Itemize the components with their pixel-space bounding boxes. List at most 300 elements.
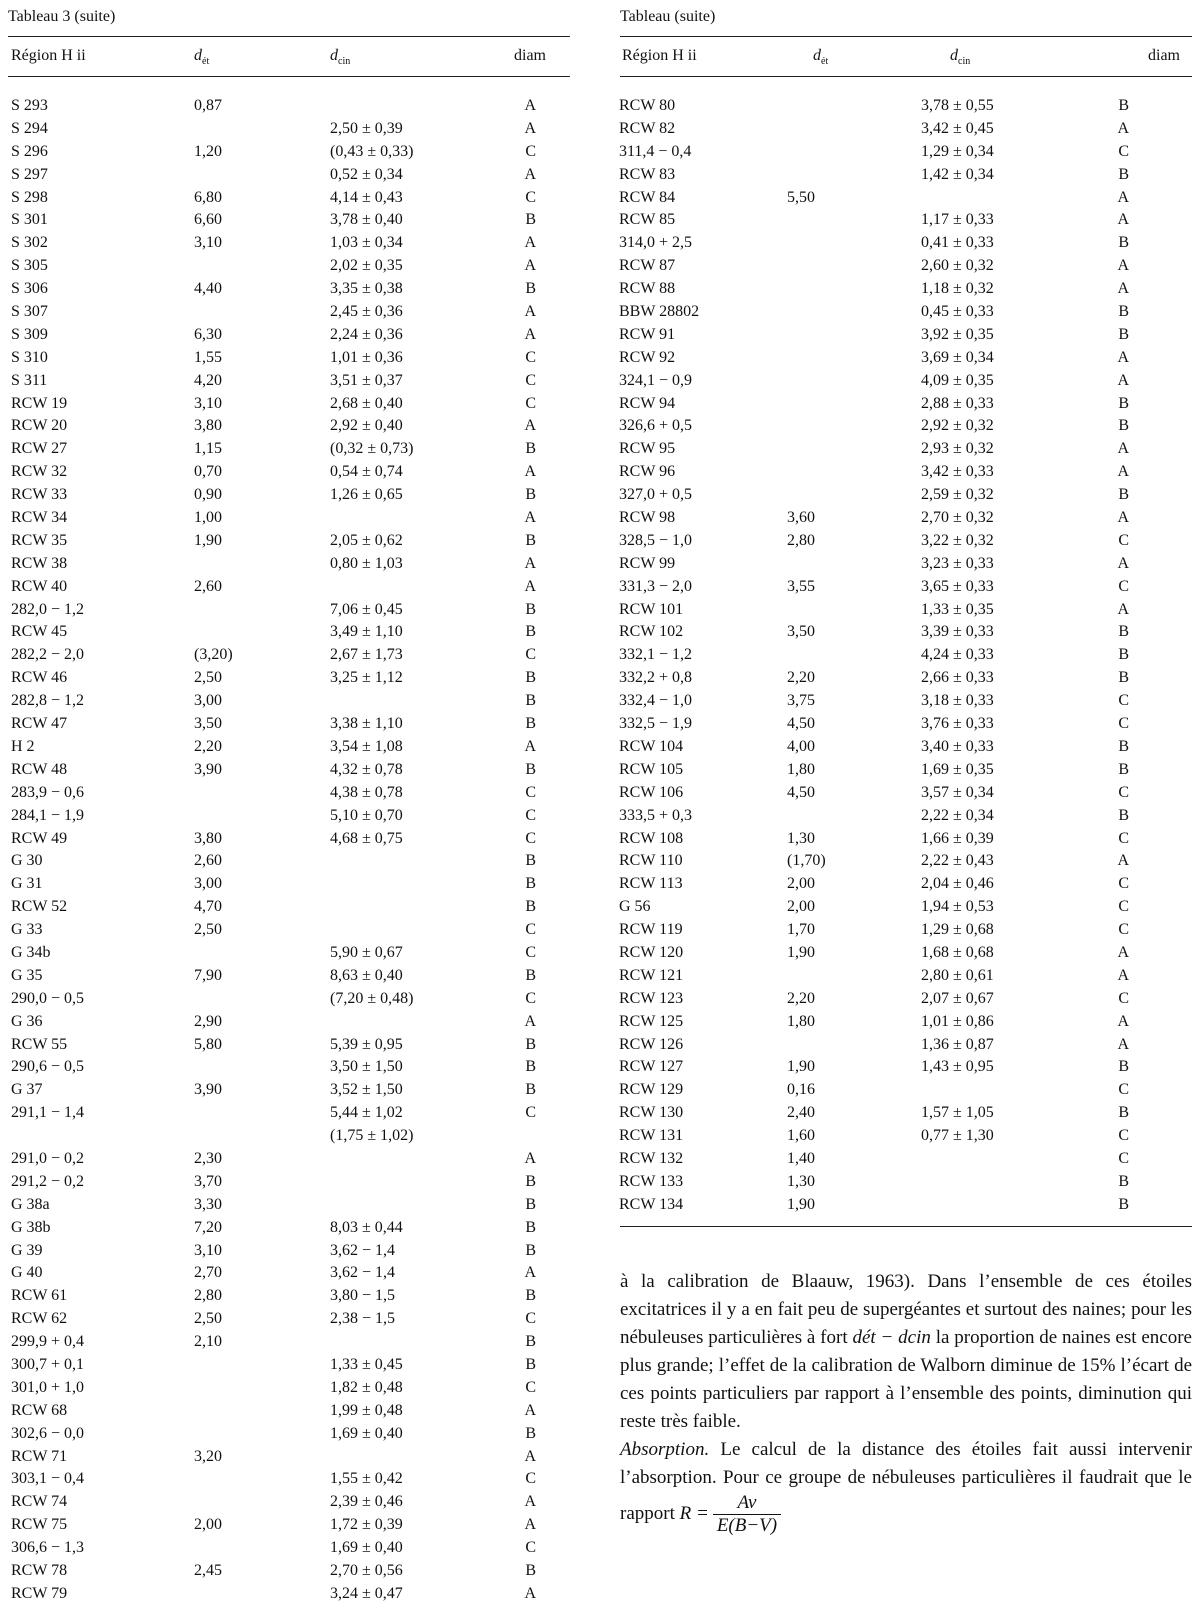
cell-region: 291,0 − 0,2 (11, 1149, 85, 1167)
cell-det: 0,87 (194, 97, 222, 114)
cell-region: RCW 61 (11, 1287, 68, 1305)
left-header-diam: diam (514, 47, 546, 64)
cell-diam: A (1117, 600, 1129, 618)
cell-dcin: 0,54 ± 0,74 (330, 463, 403, 481)
cell-region: RCW 91 (619, 325, 676, 343)
cell-dcin: 2,22 ± 0,43 (921, 852, 994, 870)
cell-region: G 36 (11, 1012, 43, 1030)
cell-diam: B (1118, 234, 1129, 252)
cell-det: 4,50 (787, 783, 815, 801)
cell-dcin: 3,25 ± 1,12 (330, 669, 403, 687)
table-row (620, 1148, 1192, 1171)
cell-diam: A (524, 1401, 536, 1419)
cell-det: 6,60 (194, 211, 222, 229)
cell-region: G 38a (11, 1195, 50, 1213)
cell-det: 2,20 (194, 737, 222, 755)
cell-dcin: 5,10 ± 0,70 (330, 806, 403, 824)
cell-det: 2,50 (194, 1310, 222, 1328)
cell-diam: B (525, 1195, 536, 1213)
cell-dcin: 2,93 ± 0,32 (921, 440, 994, 458)
cell-region: RCW 32 (11, 463, 68, 481)
cell-dcin: 3,42 ± 0,45 (921, 119, 994, 137)
cell-region: G 34b (11, 943, 51, 961)
cell-diam: A (524, 463, 536, 481)
cell-dcin: 2,80 ± 0,61 (921, 966, 994, 984)
cell-diam: A (1117, 1012, 1129, 1030)
cell-diam: B (1118, 325, 1129, 343)
cell-diam: B (1118, 1172, 1129, 1190)
cell-diam: A (524, 1493, 536, 1511)
table-row (8, 370, 570, 393)
table-row (620, 599, 1192, 622)
table-row (620, 141, 1192, 164)
cell-region: G 37 (11, 1081, 43, 1099)
cell-dcin: 2,45 ± 0,36 (330, 303, 403, 321)
cell-diam: A (524, 1447, 536, 1465)
cell-dcin: 1,69 ± 0,40 (330, 1424, 403, 1442)
table-row (8, 713, 570, 736)
table-row (8, 1011, 570, 1034)
table-row (620, 759, 1192, 782)
cell-dcin: 3,49 ± 1,10 (330, 623, 403, 641)
cell-diam: C (1118, 783, 1129, 801)
cell-diam: C (1118, 1149, 1129, 1167)
cell-det: 2,00 (194, 1516, 222, 1534)
table-row (620, 850, 1192, 873)
table-row (620, 95, 1192, 118)
cell-diam: A (1117, 119, 1129, 137)
table-row (8, 324, 570, 347)
cell-region: BBW 28802 (619, 303, 700, 321)
cell-region: RCW 130 (619, 1104, 684, 1122)
table-row (8, 209, 570, 232)
cell-diam: A (524, 1264, 536, 1282)
cell-region: RCW 92 (619, 348, 676, 366)
cell-region: 299,9 + 0,4 (11, 1333, 85, 1351)
table-row (8, 278, 570, 301)
cell-det: 3,00 (194, 875, 222, 893)
cell-region: RCW 62 (11, 1310, 68, 1328)
cell-det: 2,70 (194, 1264, 222, 1282)
cell-diam: B (525, 852, 536, 870)
cell-diam: C (1118, 692, 1129, 710)
cell-det: 3,10 (194, 234, 222, 252)
cell-diam: B (1118, 97, 1129, 114)
cell-dcin: 2,68 ± 0,40 (330, 394, 403, 412)
table-row (620, 576, 1192, 599)
cell-diam: C (525, 646, 536, 664)
cell-diam: B (1118, 806, 1129, 824)
cell-dcin: 1,66 ± 0,39 (921, 829, 994, 847)
cell-diam: C (1118, 829, 1129, 847)
cell-dcin: 3,51 ± 0,37 (330, 371, 403, 389)
right-header-diam: diam (1148, 47, 1180, 64)
table-row (620, 896, 1192, 919)
table-row (8, 805, 570, 828)
cell-region: RCW 133 (619, 1172, 684, 1190)
cell-dcin: 2,92 ± 0,32 (921, 417, 994, 435)
cell-det: 3,30 (194, 1195, 222, 1213)
cell-dcin: 1,72 ± 0,39 (330, 1516, 403, 1534)
cell-dcin: 0,45 ± 0,33 (921, 303, 994, 321)
cell-region: 324,1 − 0,9 (619, 371, 693, 389)
cell-dcin: 1,29 ± 0,68 (921, 921, 994, 939)
cell-dcin: 5,90 ± 0,67 (330, 943, 403, 961)
cell-diam: C (1118, 989, 1129, 1007)
cell-dcin: 3,78 ± 0,40 (330, 211, 403, 229)
cell-det: 2,80 (787, 531, 815, 549)
cell-region: H 2 (11, 737, 35, 755)
cell-det: 1,20 (194, 142, 222, 160)
cell-dcin: 2,39 ± 0,46 (330, 1493, 403, 1511)
cell-dcin: 1,82 ± 0,48 (330, 1378, 403, 1396)
cell-diam: C (525, 348, 536, 366)
left-table-header-rule (8, 76, 570, 77)
cell-region: RCW 78 (11, 1562, 68, 1579)
table-row (8, 1400, 570, 1423)
cell-det: 3,50 (194, 715, 222, 733)
table-row (620, 370, 1192, 393)
table-row (8, 942, 570, 965)
cell-det: 0,16 (787, 1081, 815, 1099)
cell-dcin: 2,05 ± 0,62 (330, 531, 403, 549)
cell-dcin: 4,24 ± 0,33 (921, 646, 994, 664)
cell-dcin: 2,66 ± 0,33 (921, 669, 994, 687)
cell-diam: C (1118, 898, 1129, 916)
cell-region: RCW 127 (619, 1058, 684, 1076)
table-row (620, 621, 1192, 644)
cell-det: 2,50 (194, 669, 222, 687)
cell-det: 1,40 (787, 1149, 815, 1167)
cell-region: RCW 101 (619, 600, 684, 618)
cell-region: 302,6 − 0,0 (11, 1424, 85, 1442)
cell-dcin: 3,62 − 1,4 (330, 1264, 396, 1282)
cell-region: RCW 94 (619, 394, 676, 412)
cell-det: 1,80 (787, 760, 815, 778)
cell-region: RCW 99 (619, 554, 676, 572)
cell-det: 3,75 (787, 692, 815, 710)
cell-region: RCW 105 (619, 760, 684, 778)
cell-dcin: 1,43 ± 0,95 (921, 1058, 994, 1076)
cell-det: 2,60 (194, 852, 222, 870)
cell-dcin: 3,22 ± 0,32 (921, 531, 994, 549)
right-table-bottom-rule (620, 1226, 1192, 1227)
cell-dcin: 3,76 ± 0,33 (921, 715, 994, 733)
cell-dcin: 2,70 ± 0,56 (330, 1562, 403, 1579)
cell-dcin: (1,75 ± 1,02) (330, 1127, 414, 1145)
table-row (620, 1056, 1192, 1079)
cell-dcin: 4,32 ± 0,78 (330, 760, 403, 778)
table-row (620, 713, 1192, 736)
cell-diam: B (525, 966, 536, 984)
table-row (8, 187, 570, 210)
cell-diam: A (524, 554, 536, 572)
cell-det: 1,60 (787, 1127, 815, 1145)
cell-region: RCW 55 (11, 1035, 68, 1053)
table-row (620, 164, 1192, 187)
table-row (620, 1171, 1192, 1194)
cell-det: 2,20 (787, 989, 815, 1007)
table-row (8, 301, 570, 324)
cell-det: 4,20 (194, 371, 222, 389)
cell-diam: B (525, 531, 536, 549)
cell-region: S 306 (11, 280, 48, 298)
cell-region: 306,6 − 1,3 (11, 1539, 85, 1557)
cell-region: S 293 (11, 97, 48, 114)
cell-det: 4,00 (787, 737, 815, 755)
cell-region: 311,4 − 0,4 (619, 142, 692, 160)
cell-det: 2,00 (787, 875, 815, 893)
cell-diam: A (1117, 509, 1129, 527)
cell-diam: B (525, 1081, 536, 1099)
cell-region: RCW 108 (619, 829, 684, 847)
cell-region: S 307 (11, 303, 48, 321)
cell-diam: A (524, 119, 536, 137)
cell-diam: B (525, 600, 536, 618)
cell-dcin: 3,65 ± 0,33 (921, 577, 994, 595)
cell-region: S 301 (11, 211, 48, 229)
cell-det: 1,00 (194, 509, 222, 527)
cell-diam: B (1118, 165, 1129, 183)
cell-diam: A (524, 1012, 536, 1030)
cell-diam: A (1117, 188, 1129, 206)
table-row (8, 1240, 570, 1263)
table-row (8, 255, 570, 278)
cell-det: 1,30 (787, 1172, 815, 1190)
cell-diam: B (525, 1424, 536, 1442)
cell-dcin: 1,01 ± 0,36 (330, 348, 403, 366)
table-row (620, 805, 1192, 828)
cell-region: G 30 (11, 852, 43, 870)
body-text (620, 1268, 1192, 1537)
cell-dcin: 5,39 ± 0,95 (330, 1035, 403, 1053)
math-det-dcin: dét − dcin (852, 1327, 931, 1348)
cell-dcin: 0,52 ± 0,34 (330, 165, 403, 183)
table-row (620, 324, 1192, 347)
cell-region: RCW 95 (619, 440, 676, 458)
left-header-region: Région H ii (11, 47, 86, 64)
right-table-caption: Tableau (suite) (620, 8, 716, 25)
cell-region: RCW 123 (619, 989, 684, 1007)
cell-det: 3,50 (787, 623, 815, 641)
cell-diam: B (1118, 737, 1129, 755)
table-row (620, 347, 1192, 370)
cell-dcin: 1,26 ± 0,65 (330, 486, 403, 504)
table-row (8, 553, 570, 576)
cell-region: RCW 119 (619, 921, 683, 939)
cell-dcin: 1,18 ± 0,32 (921, 280, 994, 298)
cell-det: 2,90 (194, 1012, 222, 1030)
cell-dcin: 3,92 ± 0,35 (921, 325, 994, 343)
cell-diam: B (525, 1241, 536, 1259)
cell-diam: B (1118, 417, 1129, 435)
table-row (8, 461, 570, 484)
cell-diam: A (524, 509, 536, 527)
cell-diam: B (525, 1172, 536, 1190)
cell-dcin: 1,03 ± 0,34 (330, 234, 403, 252)
table-row (8, 118, 570, 141)
cell-diam: A (524, 325, 536, 343)
cell-diam: C (525, 806, 536, 824)
table-row (8, 1308, 570, 1331)
cell-diam: B (1118, 760, 1129, 778)
table-row (620, 118, 1192, 141)
cell-diam: B (525, 692, 536, 710)
cell-region: 303,1 − 0,4 (11, 1470, 85, 1488)
table-row (8, 644, 570, 667)
table-row (620, 782, 1192, 805)
cell-diam: C (525, 1310, 536, 1328)
cell-dcin: 2,92 ± 0,40 (330, 417, 403, 435)
cell-region: S 298 (11, 188, 48, 206)
cell-det: 2,00 (787, 898, 815, 916)
table-row (8, 1377, 570, 1400)
cell-region: RCW 85 (619, 211, 676, 229)
cell-det: 4,70 (194, 898, 222, 916)
cell-dcin: 3,80 − 1,5 (330, 1287, 396, 1305)
cell-diam: C (525, 142, 536, 160)
table-row (8, 232, 570, 255)
cell-diam: A (1117, 554, 1129, 572)
cell-dcin: 3,38 ± 1,10 (330, 715, 403, 733)
cell-det: 2,45 (194, 1562, 222, 1579)
cell-dcin: 3,24 ± 0,47 (330, 1584, 403, 1602)
cell-diam: A (1117, 440, 1129, 458)
cell-diam: B (525, 760, 536, 778)
cell-diam: C (525, 1104, 536, 1122)
cell-dcin: 2,02 ± 0,35 (330, 257, 403, 275)
cell-diam: B (1118, 669, 1129, 687)
cell-region: RCW 102 (619, 623, 684, 641)
table-row (8, 873, 570, 896)
cell-dcin: 1,33 ± 0,45 (330, 1355, 403, 1373)
cell-region: RCW 131 (619, 1127, 684, 1145)
cell-dcin: 3,78 ± 0,55 (921, 97, 994, 114)
cell-dcin: 2,67 ± 1,73 (330, 646, 403, 664)
left-table-body (8, 95, 570, 1606)
cell-det: (1,70) (787, 852, 826, 870)
cell-region: 332,2 + 0,8 (619, 669, 693, 687)
table-row (8, 828, 570, 851)
cell-region: S 297 (11, 165, 48, 183)
cell-diam: B (1118, 646, 1129, 664)
cell-region: RCW 52 (11, 898, 68, 916)
table-row (8, 988, 570, 1011)
cell-det: 2,30 (194, 1149, 222, 1167)
table-row (8, 1148, 570, 1171)
cell-region: S 294 (11, 119, 48, 137)
cell-diam: B (525, 486, 536, 504)
cell-diam: B (525, 715, 536, 733)
ratio-formula: $\frac{Av}{E(B-V)}$ (713, 1492, 781, 1537)
table-row (620, 209, 1192, 232)
cell-region: RCW 113 (619, 875, 683, 893)
cell-region: RCW 74 (11, 1493, 68, 1511)
cell-region: 290,0 − 0,5 (11, 989, 85, 1007)
cell-dcin: 5,44 ± 1,02 (330, 1104, 403, 1122)
right-header-dcin: $d_{cin}$ (950, 47, 971, 68)
cell-region: RCW 129 (619, 1081, 684, 1099)
cell-diam: C (1118, 921, 1129, 939)
cell-region: 283,9 − 0,6 (11, 783, 85, 801)
table-row (8, 690, 570, 713)
cell-diam: C (1118, 142, 1129, 160)
cell-dcin: 3,40 ± 0,33 (921, 737, 994, 755)
cell-diam: C (1118, 531, 1129, 549)
cell-det: 3,80 (194, 829, 222, 847)
cell-dcin: 2,88 ± 0,33 (921, 394, 994, 412)
cell-det: 4,40 (194, 280, 222, 298)
cell-diam: B (1118, 486, 1129, 504)
table-row (8, 141, 570, 164)
cell-diam: A (524, 577, 536, 595)
cell-diam: C (525, 188, 536, 206)
left-header-det: $d_{ét}$ (194, 47, 210, 68)
cell-det: 1,90 (787, 1195, 815, 1213)
cell-det: 1,90 (787, 943, 815, 961)
cell-dcin: 1,94 ± 0,53 (921, 898, 994, 916)
cell-dcin: 4,09 ± 0,35 (921, 371, 994, 389)
cell-region: 331,3 − 2,0 (619, 577, 693, 595)
table-row (8, 850, 570, 873)
table-row (620, 1194, 1192, 1217)
cell-diam: A (524, 1516, 536, 1534)
cell-region: 282,8 − 1,2 (11, 692, 85, 710)
table-row (620, 690, 1192, 713)
cell-det: 0,70 (194, 463, 222, 481)
cell-diam: B (525, 1218, 536, 1236)
cell-diam: B (525, 1355, 536, 1373)
left-header-dcin: $d_{cin}$ (330, 47, 351, 68)
table-row (8, 759, 570, 782)
cell-det: 3,10 (194, 1241, 222, 1259)
cell-det: 2,10 (194, 1333, 222, 1351)
cell-region: RCW 104 (619, 737, 684, 755)
table-row (8, 576, 570, 599)
cell-diam: C (525, 943, 536, 961)
cell-diam: B (525, 440, 536, 458)
cell-region: 301,0 + 1,0 (11, 1378, 85, 1396)
table-row (8, 1079, 570, 1102)
cell-diam: C (525, 921, 536, 939)
cell-dcin: (0,32 ± 0,73) (330, 440, 414, 458)
table-row (8, 965, 570, 988)
cell-region: 282,2 − 2,0 (11, 646, 85, 664)
cell-det: 1,90 (787, 1058, 815, 1076)
cell-dcin: 2,38 − 1,5 (330, 1310, 396, 1328)
cell-diam: A (1117, 852, 1129, 870)
cell-diam: A (524, 97, 536, 114)
cell-region: 327,0 + 0,5 (619, 486, 693, 504)
table-row (8, 1560, 570, 1583)
cell-region: G 39 (11, 1241, 43, 1259)
cell-diam: A (1117, 943, 1129, 961)
cell-region: RCW 49 (11, 829, 68, 847)
cell-region: RCW 96 (619, 463, 676, 481)
table-row (8, 1034, 570, 1057)
cell-det: 3,55 (787, 577, 815, 595)
cell-region: 332,4 − 1,0 (619, 692, 693, 710)
cell-det: 6,30 (194, 325, 222, 343)
cell-dcin: 1,69 ± 0,35 (921, 760, 994, 778)
cell-region: RCW 82 (619, 119, 676, 137)
cell-region: RCW 84 (619, 188, 676, 206)
cell-diam: A (524, 1149, 536, 1167)
cell-region: RCW 47 (11, 715, 68, 733)
cell-det: 2,40 (787, 1104, 815, 1122)
cell-region: 314,0 + 2,5 (619, 234, 693, 252)
cell-diam: A (1117, 257, 1129, 275)
